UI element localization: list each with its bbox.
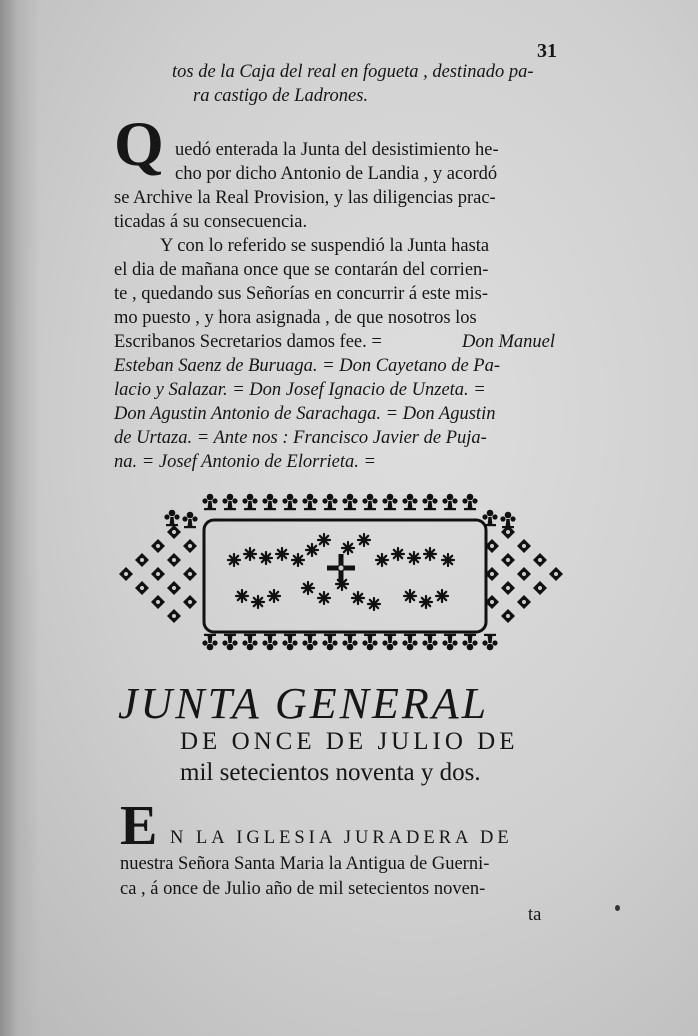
signature-line-2: Esteban Saenz de Buruaga. = Don Cayetano de Pa- bbox=[114, 356, 501, 376]
catchword: ta bbox=[528, 905, 542, 925]
fleuron-ornament bbox=[112, 488, 568, 666]
para2-line-2: el dia de mañana once que se contarán del corrien- bbox=[114, 260, 489, 280]
signature-line-3: lacio y Salazar. = Don Josef Ignacio de Unzeta. = bbox=[114, 380, 486, 400]
carry-line-1: tos de la Caja del real en fogueta , destinado pa- bbox=[172, 62, 534, 82]
signature-line-1: Don Manuel bbox=[462, 332, 555, 352]
drop-cap-e: E bbox=[120, 795, 158, 857]
section-subtitle-1: DE ONCE DE JULIO DE bbox=[180, 728, 519, 755]
para3-line-3: ca , á once de Julio año de mil setecientos noven- bbox=[120, 879, 486, 899]
para2-line-4: mo puesto , y hora asignada , de que nosotros los bbox=[114, 308, 477, 328]
para3-line-1: N LA IGLESIA JURADERA DE bbox=[170, 828, 513, 848]
signature-line-4: Don Agustin Antonio de Sarachaga. = Don Agustin bbox=[114, 404, 496, 424]
para1-line-4: ticadas á su consecuencia. bbox=[114, 212, 308, 232]
signature-line-6: na. = Josef Antonio de Elorrieta. = bbox=[114, 452, 377, 472]
para3-line-2: nuestra Señora Santa Maria la Antigua de Guerni- bbox=[120, 854, 490, 874]
drop-cap-q: Q bbox=[114, 108, 164, 179]
para1-line-2: cho por dicho Antonio de Landia , y acordó bbox=[175, 164, 498, 184]
para1-line-3: se Archive la Real Provision, y las diligencias prac- bbox=[114, 188, 496, 208]
para1-line-1: uedó enterada la Junta del desistimiento he- bbox=[175, 140, 499, 160]
page-number: 31 bbox=[537, 40, 557, 62]
section-subtitle-2: mil setecientos noventa y dos. bbox=[180, 759, 481, 786]
signature-line-5: de Urtaza. = Ante nos : Francisco Javier de Puja- bbox=[114, 428, 487, 448]
para2-line-5: Escribanos Secretarios damos fee. = bbox=[114, 332, 382, 352]
carry-line-2: ra castigo de Ladrones. bbox=[193, 86, 369, 106]
page-fold-shadow bbox=[0, 0, 40, 1036]
section-title: JUNTA GENERAL bbox=[118, 679, 490, 728]
para2-line-1: Y con lo referido se suspendió la Junta hasta bbox=[160, 236, 490, 256]
para2-line-3: te , quedando sus Señorías en concurrir á este mis- bbox=[114, 284, 489, 304]
ink-speck bbox=[615, 905, 620, 911]
